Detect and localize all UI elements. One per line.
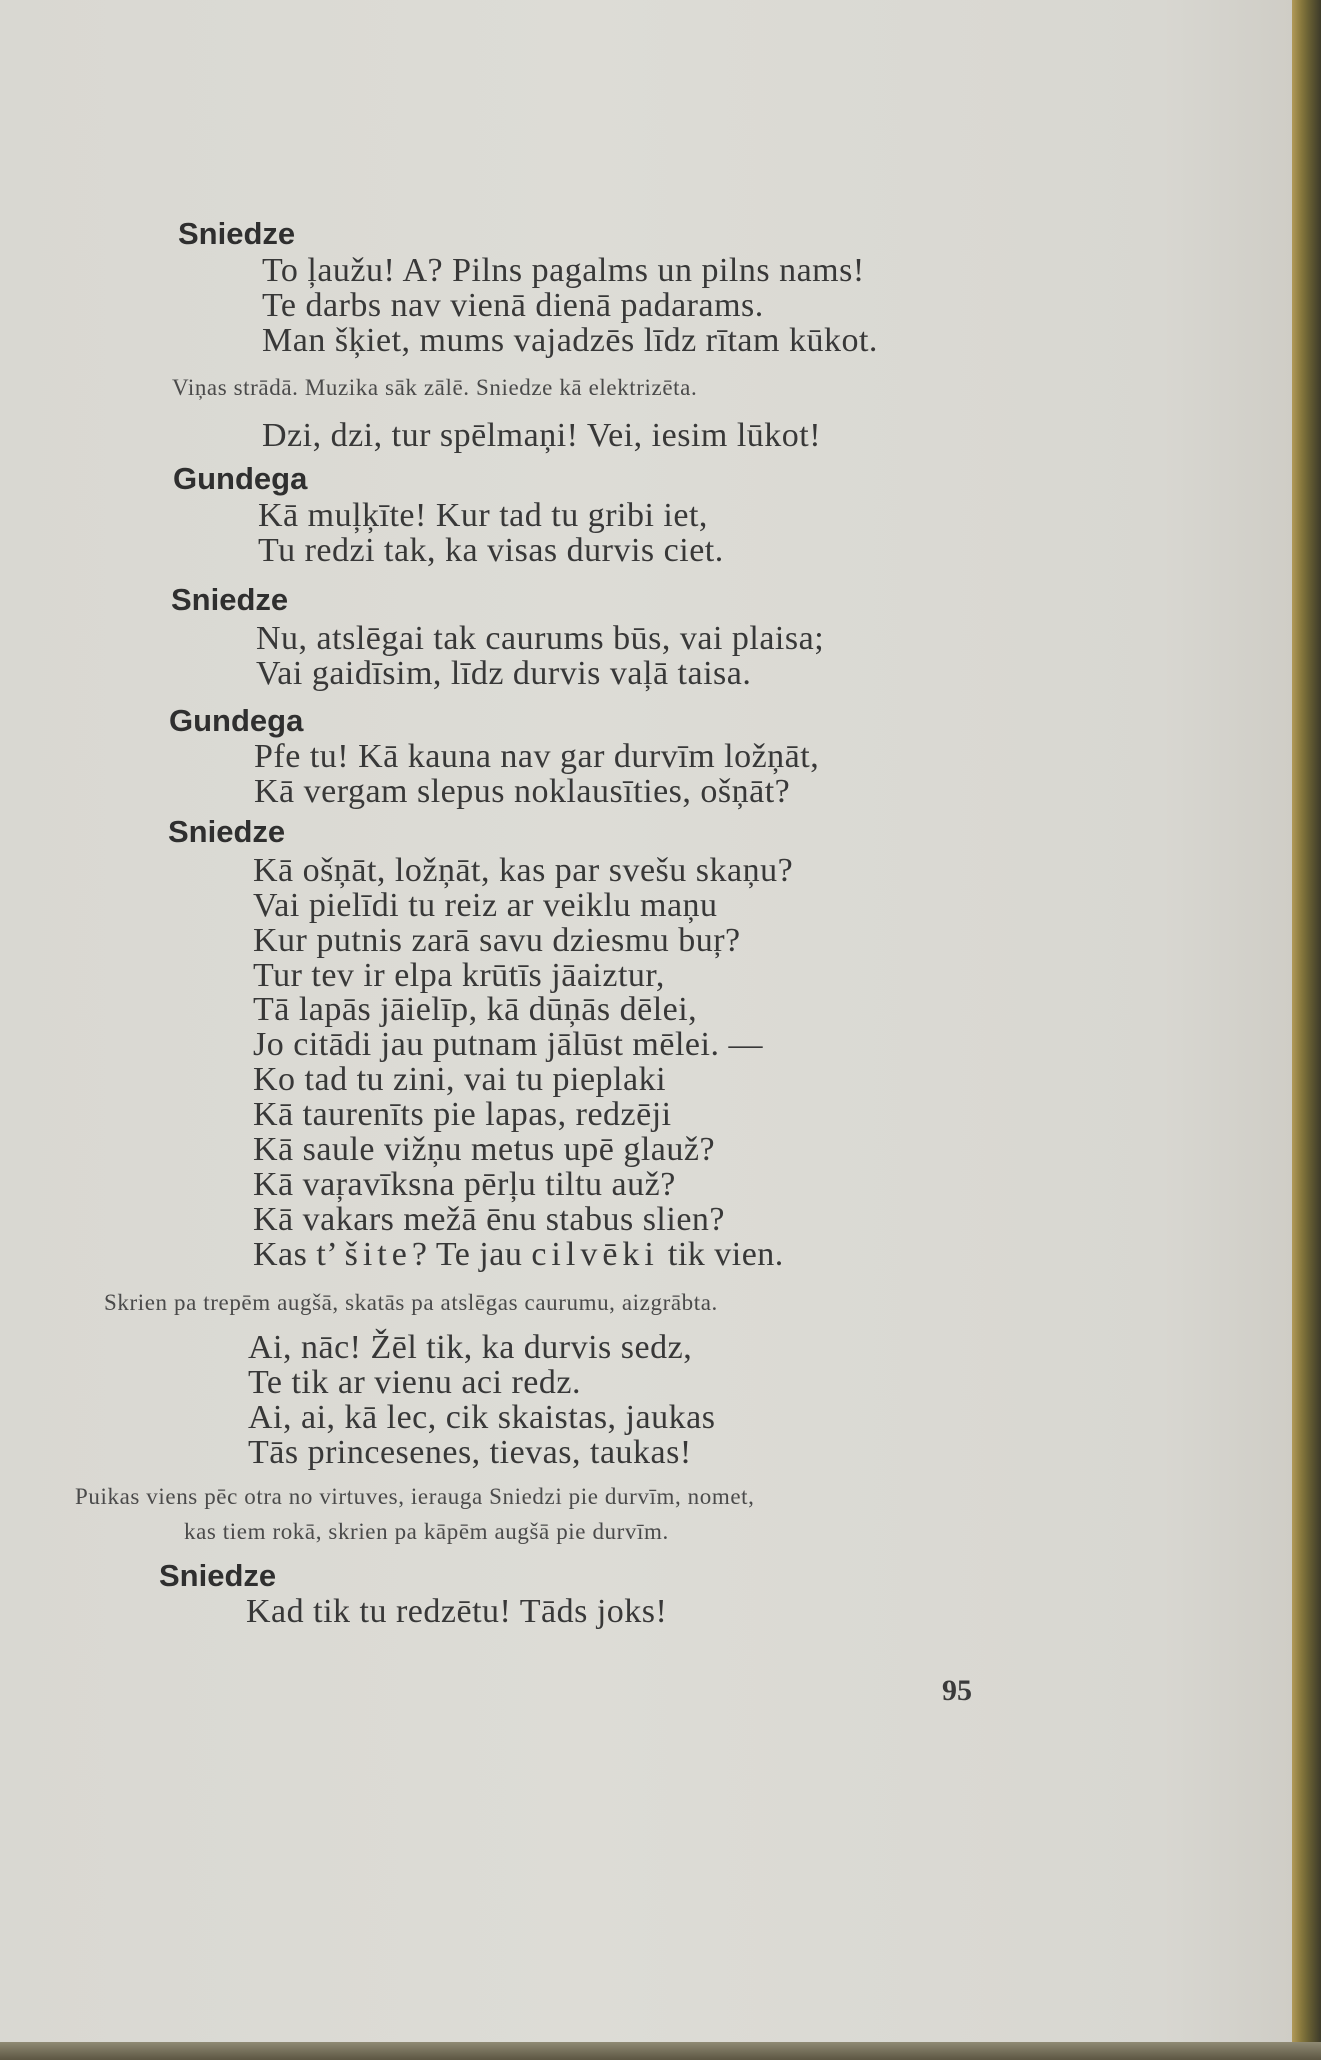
stage-direction: Puikas viens pēc otra no virtuves, ierauga Sniedzi pie durvīm, nomet, [75, 1484, 755, 1509]
verse-line: Vai pielīdi tu reiz ar veiklu maņu [253, 887, 718, 924]
spaced-word: cilvēki [531, 1236, 659, 1273]
verse-line: Pfe tu! Kā kauna nav gar durvīm ložņāt, [254, 738, 820, 775]
verse-line: Tur tev ir elpa krūtīs jāaiztur, [253, 957, 665, 994]
verse-line: Kur putnis zarā savu dziesmu buŗ? [253, 922, 741, 959]
speaker-gundega: Gundega [173, 461, 308, 496]
verse-line: Nu, atslēgai tak caurums būs, vai plaisa; [256, 620, 825, 657]
verse-line: Kā saule vižņu metus upē glauž? [253, 1131, 716, 1168]
verse-line: Kā ošņāt, ložņāt, kas par svešu skaņu? [253, 852, 794, 889]
speaker-sniedze: Sniedze [171, 582, 289, 617]
verse-line: Tās princesenes, tievas, taukas! [248, 1434, 692, 1471]
verse-line: Ko tad tu zini, vai tu pieplaki [253, 1061, 667, 1098]
verse-line: Kā vaŗavīksna pērļu tiltu auž? [253, 1166, 676, 1203]
stage-direction: Viņas strādā. Muzika sāk zālē. Sniedze kā elektrizēta. [172, 375, 698, 400]
speaker-gundega: Gundega [169, 703, 304, 738]
verse-line: Jo citādi jau putnam jālūst mēlei. — [253, 1026, 763, 1063]
page-number: 95 [942, 1674, 972, 1707]
spaced-word: šite [344, 1236, 412, 1273]
speaker-sniedze: Sniedze [168, 814, 286, 849]
verse-line: Kā vakars mežā ēnu stabus slien? [253, 1201, 725, 1238]
verse-line: Te darbs nav vienā dienā padarams. [262, 287, 764, 324]
verse-line: Man šķiet, mums vajadzēs līdz rītam kūkot. [262, 322, 878, 359]
verse-text: Kas t’ [253, 1236, 345, 1273]
stage-direction: kas tiem rokā, skrien pa kāpēm augšā pie durvīm. [184, 1519, 669, 1544]
book-spine [1292, 0, 1321, 2060]
verse-line: Kā taurenīts pie lapas, redzēji [253, 1096, 672, 1133]
verse-line: Vai gaidīsim, līdz durvis vaļā taisa. [256, 655, 752, 692]
speaker-sniedze: Sniedze [159, 1558, 277, 1593]
verse-line: Ai, ai, kā lec, cik skaistas, jaukas [248, 1399, 716, 1436]
verse-line: Tā lapās jāielīp, kā dūņās dēlei, [253, 991, 698, 1028]
verse-line: Kā muļķīte! Kur tad tu gribi iet, [258, 497, 708, 534]
verse-text: ? Te jau [411, 1236, 532, 1273]
verse-line: Kā vergam slepus noklausīties, ošņāt? [254, 773, 791, 810]
verse-text: tik vien. [658, 1236, 784, 1273]
verse-line: Kad tik tu redzētu! Tāds joks! [246, 1593, 668, 1630]
verse-line [253, 1236, 784, 1274]
verse-line: Tu redzi tak, ka visas durvis ciet. [258, 532, 724, 569]
stage-direction: Skrien pa trepēm augšā, skatās pa atslēgas caurumu, aizgrābta. [104, 1290, 718, 1315]
page-bottom-edge [0, 2042, 1321, 2060]
speaker-sniedze: Sniedze [178, 216, 296, 251]
verse-line: Ai, nāc! Žēl tik, ka durvis sedz, [248, 1329, 693, 1366]
verse-line: Dzi, dzi, tur spēlmaņi! Vei, iesim lūkot! [262, 417, 822, 454]
verse-line: To ļaužu! A? Pilns pagalms un pilns nams! [262, 252, 865, 289]
verse-line: Te tik ar vienu aci redz. [248, 1364, 581, 1401]
